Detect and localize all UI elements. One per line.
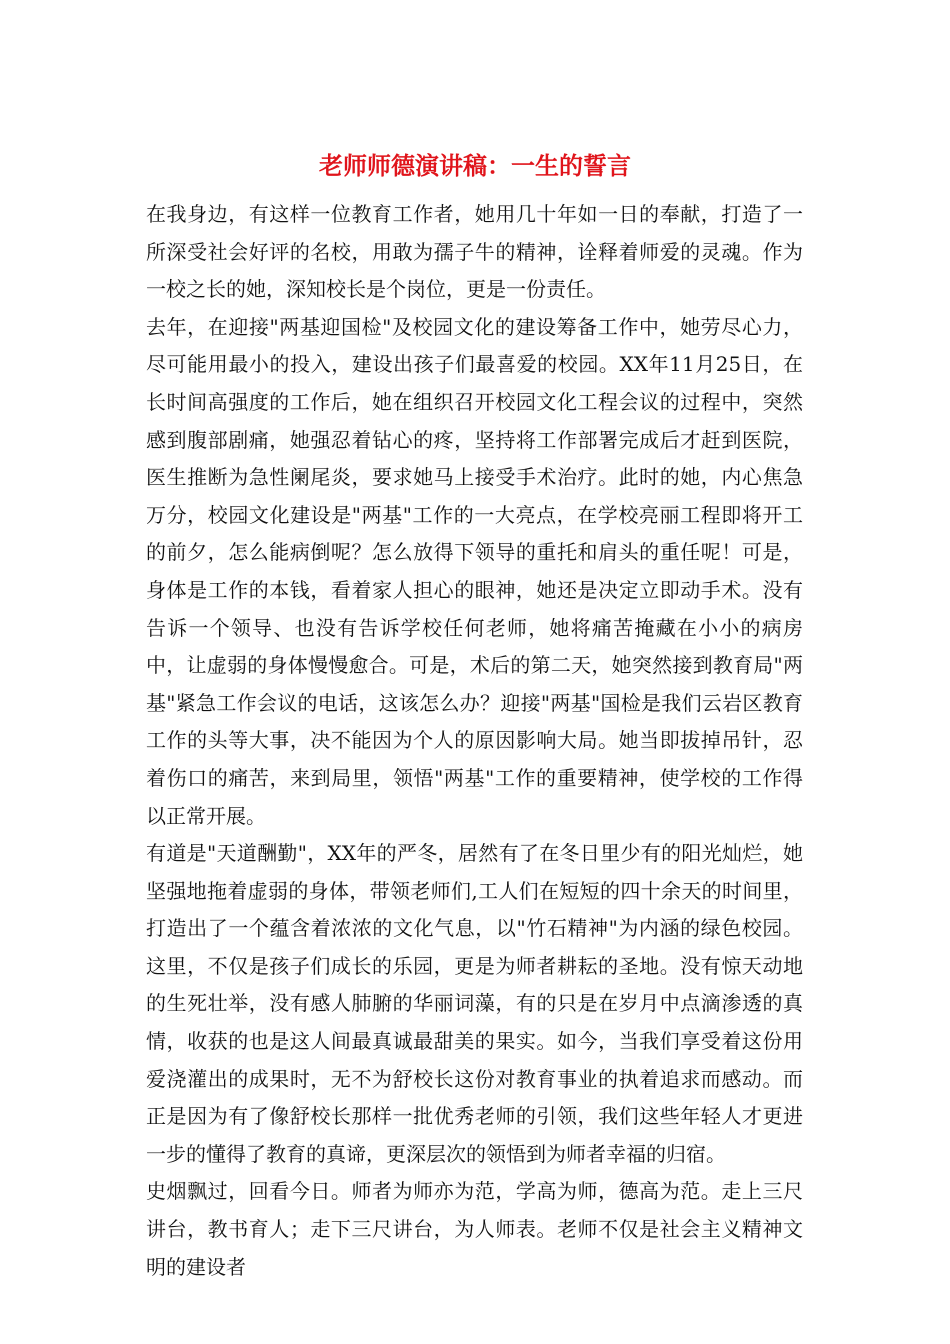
document-title: 老师师德演讲稿：一生的誓言	[319, 151, 631, 180]
paragraph-3: 有道是"天道酬勤"，XX年的严冬，居然有了在冬日里少有的阳光灿烂，她坚强地拖着虚弱的身体，带领老师们,工人们在短短的四十余天的时间里，打造出了一个蕴含着浓浓的文化气息，以"竹石精神"为内涵的绿色校园。这里，不仅是孩子们成长的乐园，更是为师者耕耘的圣地。没有惊天动地的生死壮举，没有感人肺腑的华丽词藻，有的只是在岁月中点滴渗透的真情，收获的也是这人间最真诚最甜美的果实。如今，当我们享受着这份用爱浇灌出的成果时，无不为舒校长这份对教育事业的执着追求而感动。而正是因为有了像舒校长那样一批优秀老师的引领，我们这些年轻人才更进一步的懂得了教育的真谛，更深层次的领悟到为师者幸福的归宿。	[146, 841, 803, 1166]
paragraph-2: 去年，在迎接"两基迎国检"及校园文化的建设筹备工作中，她劳尽心力，尽可能用最小的投入，建设出孩子们最喜爱的校园。XX年11月25日，在长时间高强度的工作后，她在组织召开校园文化工程会议的过程中，突然感到腹部剧痛，她强忍着钻心的疼，坚持将工作部署完成后才赶到医院，医生推断为急性阑尾炎，要求她马上接受手术治疗。此时的她，内心焦急万分，校园文化建设是"两基"工作的一大亮点，在学校亮丽工程即将开工的前夕，怎么能病倒呢？怎么放得下领导的重托和肩头的重任呢！可是，身体是工作的本钱，看着家人担心的眼神，她还是决定立即动手术。没有告诉一个领导、也没有告诉学校任何老师，她将痛苦掩藏在小小的病房中，让虚弱的身体慢慢愈合。可是，术后的第二天，她突然接到教育局"两基"紧急工作会议的电话，这该怎么办？迎接"两基"国检是我们云岩区教育工作的头等大事，决不能因为个人的原因影响大局。她当即拔掉吊针，忍着伤口的痛苦，来到局里，领悟"两基"工作的重要精神，使学校的工作得以正常开展。	[146, 314, 803, 828]
paragraph-1: 在我身边，有这样一位教育工作者，她用几十年如一日的奉献，打造了一所深受社会好评的名校，用敢为孺子牛的精神，诠释着师爱的灵魂。作为一校之长的她，深知校长是个岗位，更是一份责任。	[146, 202, 803, 302]
document-body	[146, 196, 803, 1286]
paragraph-4: 史烟飘过，回看今日。师者为师亦为范，学高为师，德高为范。走上三尺讲台，教书育人；走下三尺讲台，为人师表。老师不仅是社会主义精神文明的建设者	[146, 1179, 803, 1279]
